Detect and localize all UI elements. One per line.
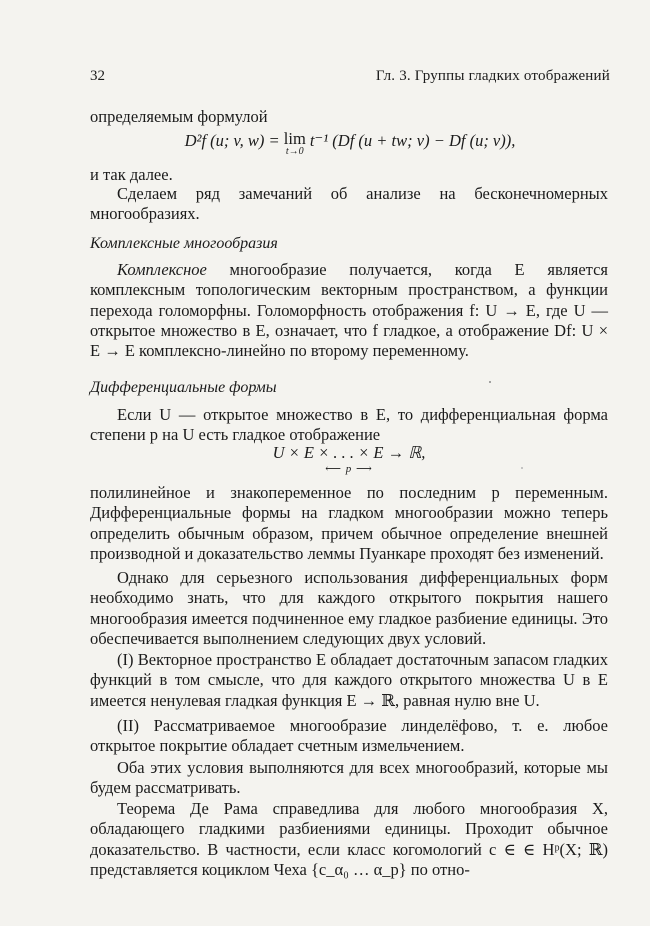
p-times-brace: ⟵ p ⟶ — [325, 463, 373, 476]
formula-left: D²f (u; v, w) = — [184, 131, 284, 150]
lim-text: lim — [283, 129, 306, 148]
paragraph-partition-unity: Однако для серьезного использования дифференциальных форм необходимо знать, что для каждого открытого покрытия нашего многообразия имеется подчиненное ему гладкое разбиение единицы. Это обеспечивается выполнением следующих двух условий. — [90, 568, 608, 648]
limit-operator — [284, 131, 306, 157]
section-heading-complex: Комплексные многообразия — [90, 235, 278, 252]
term-complex: Комплексное — [117, 260, 207, 279]
print-speck — [521, 467, 523, 469]
product-map: U × E × . . . × E → ℝ, — [272, 443, 426, 462]
paragraph-forms-def: Если U — открытое множество в E, то дифференциальная форма степени p на U есть гладкое отображение — [90, 405, 608, 445]
section-heading-forms: Дифференциальные формы — [90, 379, 277, 396]
paragraph-de-rham: Теорема Де Рама справедлива для любого многообразия X, обладающего гладкими разбиениями единицы. Проходит обычное доказательство. В частности, если класс когомологий c ∈ ∈ Hᵖ(X; ℝ) представляется коциклом Чеха {c_α₀ … α_p} по отно- — [90, 799, 608, 879]
paragraph-condition-1: (I) Векторное пространство E обладает достаточным запасом гладких функций в том смысле, что для каждого открытого множества U в E имеется ненулевая гладкая функция E → ℝ, равная нулю вне U. — [90, 650, 608, 710]
paragraph-remarks: Сделаем ряд замечаний об анализе на бесконечномерных многообразиях. — [90, 184, 608, 224]
formula-second-derivative — [140, 131, 560, 157]
paragraph-intro: определяемым формулой — [90, 107, 268, 126]
paragraph-both-conditions: Оба этих условия выполняются для всех многообразий, которые мы будем рассматривать. — [90, 758, 608, 798]
formula-right: t⁻¹ (Df (u + tw; v) − Df (u; v)), — [305, 131, 516, 150]
page-number: 32 — [90, 68, 105, 84]
print-speck — [489, 381, 491, 383]
chapter-title: Гл. 3. Группы гладких отображений — [375, 68, 610, 84]
paragraph-multilinear: полилинейное и знакопеременное по последним p переменным. Дифференциальные формы на гладком многообразии можно теперь определить обычным образом, причем обычное определение внешней производной и доказательство леммы Пуанкаре проходят без изменений. — [90, 483, 608, 563]
paragraph-complex-manifolds: Комплексное многообразие получается, когда E является комплексным топологическим векторным пространством, а функции перехода голоморфны. Голоморфность отображения f: U → E, где U — открытое множество в E, означает, что f гладкое, а отображение Df: U × E → E комплексно-линейно по второму переменному. — [90, 260, 608, 361]
formula-product-map — [90, 443, 608, 475]
paragraph-and-so-on: и так далее. — [90, 165, 173, 184]
paragraph-condition-2: (II) Рассматриваемое многообразие линделёфово, т. е. любое открытое покрытие обладает счетным измельчением. — [90, 716, 608, 756]
running-header — [90, 68, 610, 88]
lim-subscript: t→0 — [285, 146, 304, 157]
